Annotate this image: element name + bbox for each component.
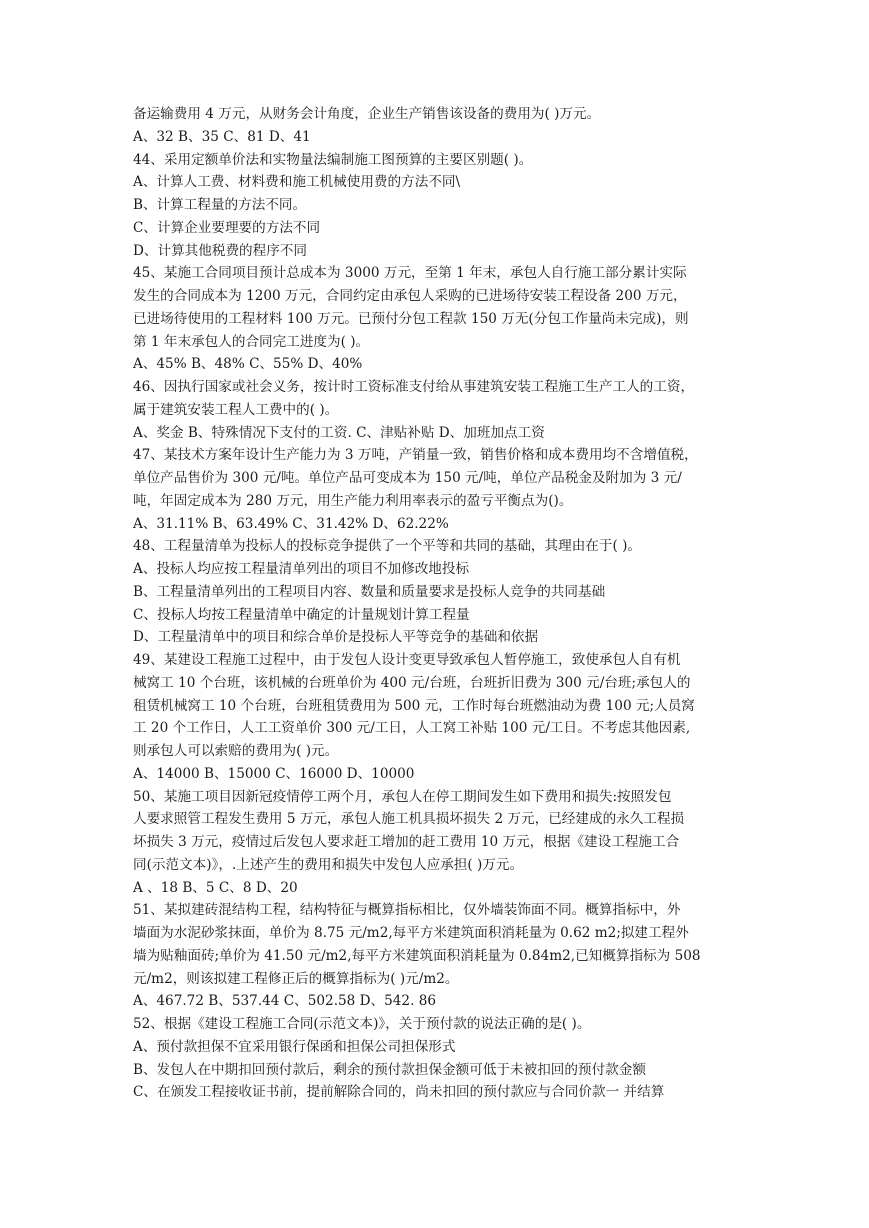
text-line: D、计算其他税费的程序不同	[133, 242, 308, 259]
text-line: A、14000 B、15000 C、16000 D、10000	[133, 765, 415, 782]
text-line: 人要求照管工程发生费用 5 万元，承包人施工机具损坏损失 2 万元，已经建成的永久工程损	[133, 811, 685, 828]
text-line: A 、18 B、5 C、8 D、20	[133, 879, 298, 896]
text-line: 发生的合同成本为 1200 万元，合同约定由承包人采购的已进场待安装工程设备 200 万元，	[133, 288, 687, 304]
text-line: 墙为贴釉面砖;单价为 41.50 元/m2,每平方米建筑面积消耗量为 0.84m2,已知概算指标为 508	[133, 947, 701, 964]
text-line: 50、某施工项目因新冠疫情停工两个月，承包人在停工期间发生如下费用和损失:按照发包	[133, 788, 672, 805]
text-line: 46、因执行国家或社会义务，按计时工资标准支付给从事建筑安装工程施工生产工人的工资，	[133, 379, 695, 395]
text-line: 则承包人可以索赔的费用为( )元。	[133, 743, 339, 759]
text-line: B、工程量清单列出的工程项目内容、数量和质量要求是投标人竞争的共同基础	[133, 583, 606, 600]
text-line: 租赁机械窝工 10 个台班，台班租赁费用为 500 元，工作时每台班燃油动为费 100 元;人员窝	[133, 697, 695, 714]
text-line: 备运输费用 4 万元，从财务会计角度，企业生产销售该设备的费用为( )万元。	[133, 106, 601, 122]
text-line: 吨，年固定成本为 280 万元，用生产能力利用率表示的盈亏平衡点为()。	[133, 492, 573, 509]
text-line: A、奖金 B、特殊情况下支付的工资. C、津贴补贴 D、加班加点工资	[133, 424, 545, 441]
text-line: 52、根据《建设工程施工合同(示范文本)》，关于预付款的说法正确的是( )。	[133, 1016, 591, 1032]
text-line: A、32 B、35 C、81 D、41	[133, 128, 311, 145]
text-line: A、45% B、48% C、55% D、40%	[133, 356, 363, 373]
text-line: C、投标人均按工程量清单中确定的计量规划计算工程量	[133, 606, 470, 623]
text-line: 49、某建设工程施工过程中，由于发包人设计变更导致承包人暂停施工，致使承包人自有机	[133, 652, 681, 668]
text-line: A、467.72 B、537.44 C、502.58 D、542. 86	[133, 993, 437, 1010]
text-line: A、投标人均应按工程量清单列出的项目不加修改地投标	[133, 561, 470, 577]
text-line: 元/m2，则该拟建工程修正后的概算指标为( )元/m2。	[133, 970, 459, 987]
text-line: 第 1 年末承包人的合同完工进度为( )。	[133, 333, 370, 350]
text-line: A、计算人工费、材料费和施工机械使用费的方法不同\	[133, 174, 461, 191]
text-line: 51、某拟建砖混结构工程，结构特征与概算指标相比，仅外墙装饰面不同。概算指标中，外	[133, 902, 681, 919]
text-line: C、在颁发工程接收证书前，提前解除合同的，尚未扣回的预付款应与合同价款一 并结算	[133, 1084, 665, 1101]
text-line: 48、工程量清单为投标人的投标竞争提供了一个平等和共同的基础，其理由在于( )。	[133, 538, 642, 555]
text-line: 47、某技术方案年设计生产能力为 3 万吨，产销量一致，销售价格和成本费用均不含增值税，	[133, 447, 698, 464]
text-line: C、计算企业要理要的方法不同	[133, 219, 321, 236]
text-line: D、工程量清单中的项目和综合单价是投标人平等竞争的基础和依据	[133, 629, 539, 646]
text-line: 单位产品售价为 300 元/吨。单位产品可变成本为 150 元/吨，单位产品税金及附加为 3 元/	[133, 470, 682, 486]
text-line: 坏损失 3 万元，疫情过后发包人要求赶工增加的赶工费用 10 万元，根据《建设工程施工合	[133, 834, 680, 850]
text-line: 44、采用定额单价法和实物量法编制施工图预算的主要区别题( )。	[133, 151, 533, 168]
text-line: 属于建筑安装工程人工费中的( )。	[133, 401, 339, 418]
text-line: 已进场待使用的工程材料 100 万元。已预付分包工程款 150 万无(分包工作量尚未完成)，则	[133, 310, 689, 327]
text-line: 工 20 个工作日，人工工资单价 300 元/工日，人工窝工补贴 100 元/工日。不考虑其他因素,	[133, 720, 691, 737]
document-body	[133, 103, 743, 1104]
text-line: B、计算工程量的方法不同。	[133, 197, 307, 213]
text-line: 墙面为水泥砂浆抹面，单价为 8.75 元/m2,每平方米建筑面积消耗量为 0.62 m2;拟建工程外	[133, 925, 689, 941]
text-line: 45、某施工合同项目预计总成本为 3000 万元，至第 1 年末，承包人自行施工部分累计实际	[133, 265, 687, 282]
text-line: 械窝工 10 个台班，该机械的台班单价为 400 元/台班，台班折旧费为 300 元/台班;承包人的	[133, 674, 691, 691]
text-line: A、预付款担保不宜采用银行保函和担保公司担保形式	[133, 1038, 456, 1055]
text-line: B、发包人在中期扣回预付款后，剩余的预付款担保金额可低于未被扣回的预付款金额	[133, 1061, 646, 1078]
text-line: 同(示范文本)》，.上述产生的费用和损失中发包人应承担( )万元。	[133, 856, 524, 873]
text-line: A、31.11% B、63.49% C、31.42% D、62.22%	[133, 515, 449, 532]
